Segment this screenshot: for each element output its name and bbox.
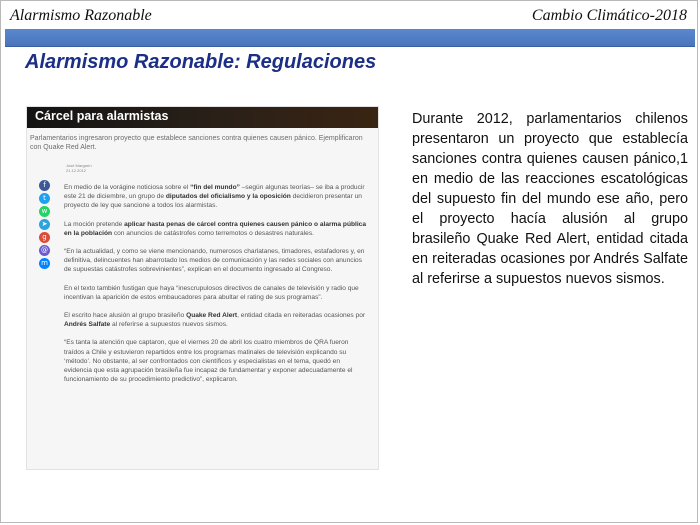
share-icons [39,180,51,271]
text-run: En medio de la vorágine noticiosa sobre el [64,184,191,191]
header-left-title: Alarmismo Razonable [10,7,152,24]
article-lead: Parlamentarios ingresaron proyecto que establece sanciones contra quienes causen pánico. Ejemplificaron con Quake Red Alert. [30,135,363,151]
text-run-bold: aplicar hasta penas de cárcel contra quienes causen pánico o alarma pública en la población [64,220,366,237]
article-paragraph-1 [64,183,369,211]
article-paragraph-5 [64,311,369,329]
telegram-icon[interactable]: ➤ [39,219,50,230]
article-screenshot [26,106,379,470]
twitter-icon[interactable]: t [39,193,50,204]
slide-title: Alarmismo Razonable: Regulaciones [25,51,377,73]
article-author-date: 21.12.2012 [66,168,87,173]
text-run: decidieron presentar un proyecto de ley que sancione a todos los alarmistas. [64,193,362,210]
facebook-icon[interactable]: f [39,180,50,191]
article-paragraph-2 [64,220,369,238]
text-run: La moción pretende [64,220,125,228]
google-plus-icon[interactable]: g [39,232,50,243]
text-run: –según algunas teorías– se iba a producir este 21 de diciembre, un grupo de [64,184,365,201]
article-banner-title: Cárcel para alarmistas [35,109,169,123]
text-run-bold: “fin del mundo” [190,184,240,191]
whatsapp-icon[interactable]: w [39,206,50,217]
slide-body-text: Durante 2012, parlamentarios chilenos presentaron un proyecto que establecía sanciones contra quienes causen pánico,1 en medio de las reacciones escatológicas del supuesto fin del mundo ese año, pero el proyecto hacía alusión al grupo brasileño Quake Red Alert, entidad citada en reiteradas ocasiones por Andrés Salfate al referirse a supuestos nuevos sismos. [412,111,688,287]
text-run-bold: Andrés Salfate [64,321,111,329]
text-run-bold: diputados del oficialismo y la oposición [165,193,291,201]
text-run: El escrito hace alusión al grupo brasileño [64,312,187,320]
header-bar [5,29,695,47]
text-run: con anuncios de catástrofes como terremotos o desastres naturales. [112,229,314,237]
article-paragraph-6: “Es tanta la atención que captaron, que el viernes 20 de abril los cuatro miembros de QRA fueron traídos a Chile y estuvieron repartidos entre los programas matinales de televisión explicando su ‘método’. No obstante, al ser confrontados con científicos y especialistas en el tema, quedó en evidencia que esta agrupación brasileña fue incapaz de fundamentar y exponer adecuadamente el funcionamiento de su procedimiento predictivo”, explicaron. [64,339,353,384]
article-author-name: José Margarín [66,163,92,168]
article-author [66,163,92,173]
email-icon[interactable]: @ [41,246,48,254]
article-paragraph-4: En el texto también fustigan que haya “inescrupulosos directivos de canales de televisión y radio que incentivan la aparición de estos embaucadores para abultar el rating de sus programas”. [64,284,359,301]
text-run: , entidad citada en reiteradas ocasiones por [237,312,366,320]
article-body [64,183,369,393]
header-right-title: Cambio Climático-2018 [531,7,687,24]
messenger-icon[interactable]: m [39,258,50,269]
text-run-bold: Quake Red Alert [186,312,238,320]
text-run: al referirse a supuestos nuevos sismos. [110,321,228,329]
article-paragraph-3: “En la actualidad, y como se viene mencionando, numerosos charlatanes, timadores, estafadores y, en definitiva, delincuentes han abarrotado los medios de comunicación y las redes sociales con anuncios de supuestas catástrofes sobrevinientes”, explican en el documento ingresado al Congreso. [64,248,365,274]
article-banner [27,107,378,128]
